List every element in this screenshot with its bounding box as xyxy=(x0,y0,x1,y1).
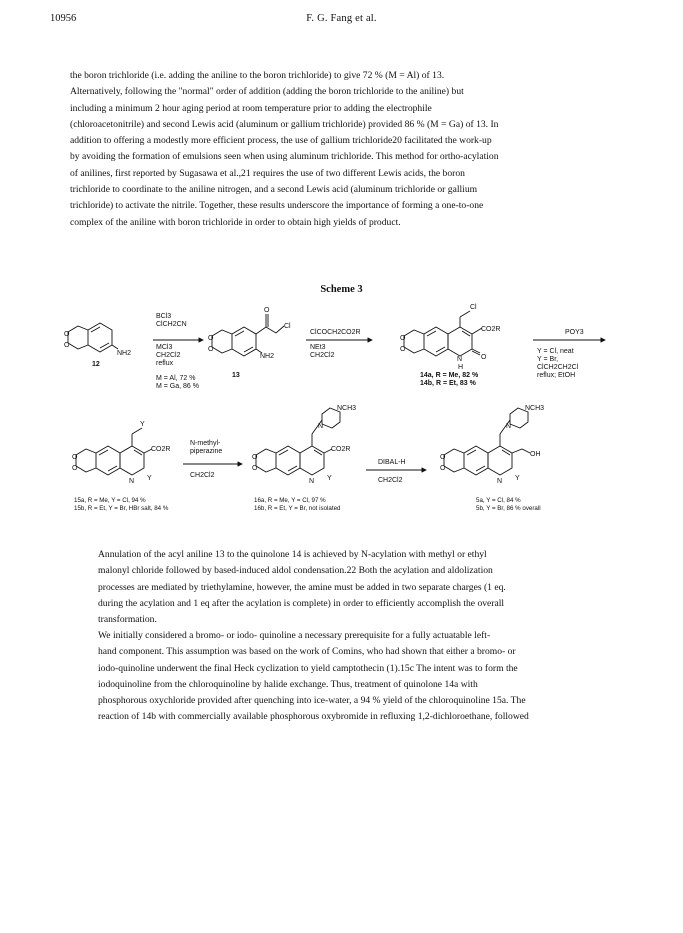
atom-y: Y xyxy=(147,475,152,482)
reagent: DIBAL-H xyxy=(378,459,406,466)
reagent: N-methyl- xyxy=(190,440,221,447)
compound-label: 12 xyxy=(92,361,100,368)
atom-co2r: CO2R xyxy=(331,446,351,453)
text-line: iodoquinoline from the chloroquinoline by halide exchange. Thus, treatment of quinolone 14a with xyxy=(98,678,478,690)
text-line: malonyl chloride followed by based-induced aldol condensation.22 Both the acylation and aldolization xyxy=(98,565,493,577)
atom-n: N xyxy=(129,478,135,485)
reagent: POY3 xyxy=(565,329,584,336)
reagent: Y = Br, xyxy=(537,356,559,363)
text-line: transformation. xyxy=(98,614,157,626)
atom-h: H xyxy=(458,364,464,371)
text-line: complex of the aniline with boron trichloride in order to obtain high yields of product. xyxy=(70,216,401,228)
reagent: ClCOCH2CO2R xyxy=(310,329,361,336)
text-line: phosphorous oxychloride provided after quenching into ice-water, a 94 % yield of the chloroquinoline 15a. The xyxy=(98,695,526,707)
atom-o: O xyxy=(208,335,214,342)
atom-o: O xyxy=(208,346,214,353)
paragraph-3 xyxy=(70,628,630,726)
compound-label: 14a, R = Me, 82 % xyxy=(420,372,479,379)
scheme-title: Scheme 3 xyxy=(320,284,363,295)
atom-cl: Cl xyxy=(284,323,291,330)
text-line: trichloride to coordinate to the aniline nitrogen, and a second Lewis acid (aluminum trichloride or gallium xyxy=(70,184,478,196)
atom-o: O xyxy=(400,335,406,342)
reagent: CH2Cl2 xyxy=(378,477,403,484)
reagent: ClCH2CH2Cl xyxy=(537,364,579,371)
compound-12-structure xyxy=(68,323,118,352)
atom-oh: OH xyxy=(530,451,541,458)
reagent: reflux; EtOH xyxy=(537,372,576,379)
text-line: addition to offering a modestly more efficient process, the use of gallium trichloride20 facilitated the work-up xyxy=(70,135,492,147)
atom-o: O xyxy=(481,354,487,361)
compound-label: 15b, R = Et, Y = Br, HBr salt, 84 % xyxy=(74,505,169,512)
compound-label: 16a, R = Me, Y = Cl, 97 % xyxy=(254,497,326,504)
text-line: hand component. This assumption was based on the work of Comins, who had shown that either a bromo- or xyxy=(98,646,516,658)
atom-o: O xyxy=(72,454,78,461)
reagent: Y = Cl, neat xyxy=(537,348,574,355)
compound-label: 15a, R = Me, Y = Cl, 94 % xyxy=(74,497,146,504)
text-line: processes are mediated by triethylamine, however, the amine must be added in two separate charges (1 eq. xyxy=(98,581,506,593)
text-line: including a minimum 2 hour aging period at room temperature prior to adding the electrophile xyxy=(70,102,432,114)
compound-13-structure xyxy=(212,314,284,356)
atom-n: N xyxy=(497,478,503,485)
atom-cl: Cl xyxy=(470,304,477,311)
compound-label: 16b, R = Et, Y = Br, not isolated xyxy=(254,505,341,512)
atom-y: Y xyxy=(327,475,332,482)
reagent: piperazine xyxy=(190,448,223,455)
atom-n: N xyxy=(318,423,324,430)
text-line: Alternatively, following the "normal" order of addition (adding the boron trichloride to the aniline) but xyxy=(70,86,464,98)
text-line: (chloroacetonitrile) and second Lewis acid (aluminum or gallium trichloride) provided 86 % (M = Ga) of 13. In xyxy=(70,118,499,130)
page-number: 10956 xyxy=(50,13,77,24)
atom-o: O xyxy=(72,465,78,472)
yield: M = Al, 72 % xyxy=(156,375,196,382)
reagent: MCl3 xyxy=(156,344,173,351)
atom-o: O xyxy=(400,346,406,353)
text-line: iodo-quinoline underwent the final Heck cyclization to yield camptothecin (1).15c The intent was to form the xyxy=(98,662,518,674)
atom-o: O xyxy=(64,331,70,338)
compound-14-structure xyxy=(404,311,482,356)
compound-label: 5a, Y = Cl, 84 % xyxy=(476,497,521,504)
yield: M = Ga, 86 % xyxy=(156,383,199,390)
compound-label: 14b, R = Et, 83 % xyxy=(420,380,476,387)
reagent: CH2Cl2 xyxy=(310,352,335,359)
atom-o: O xyxy=(252,465,258,472)
text-line: during the acylation and 1 eq after the acylation is complete) in order to efficiently accomplish the overall xyxy=(98,597,505,609)
compound-15-structure xyxy=(76,428,152,475)
compound-label: 13 xyxy=(232,372,240,379)
atom-nh2: NH2 xyxy=(117,350,132,357)
reagent: BCl3 xyxy=(156,313,172,320)
atom-o: O xyxy=(440,454,446,461)
compound-5-structure xyxy=(444,408,530,475)
text-line: of anilines, first reported by Sugasawa et al.,21 requires the use of two different Lewis acids, the boron xyxy=(70,167,465,179)
atom-o: O xyxy=(252,454,258,461)
paragraph-2 xyxy=(70,547,630,628)
text-line: reaction of 14b with commercially available phosphorous oxybromide in refluxing 1,2-dichloroethane, followed xyxy=(98,711,529,723)
atom-n: N xyxy=(457,356,463,363)
reagent: reflux xyxy=(156,360,174,367)
reagent: CH2Cl2 xyxy=(156,352,181,359)
text-line: trichloride) to activate the nitrile. Together, these results underscore the importance of forming a one-to-one xyxy=(70,200,484,212)
atom-nch3: NCH3 xyxy=(525,405,545,412)
compound-label: 5b, Y = Br, 86 % overall xyxy=(476,505,541,512)
atom-o: O xyxy=(440,465,446,472)
text-line: We initially considered a bromo- or iodo- quinoline a necessary prerequisite for a fully actuatable left- xyxy=(98,630,491,641)
atom-y: Y xyxy=(515,475,520,482)
atom-y: Y xyxy=(140,421,145,428)
atom-co2r: CO2R xyxy=(151,446,171,453)
atom-o: O xyxy=(264,307,270,314)
text-line: Annulation of the acyl aniline 13 to the quinolone 14 is achieved by N-acylation with methyl or ethyl xyxy=(98,549,487,560)
text-line: by avoiding the formation of emulsions seen when using aluminum trichloride. This method for ortho-acylation xyxy=(70,151,499,163)
atom-nh2: NH2 xyxy=(260,353,275,360)
compound-16-structure xyxy=(256,408,340,475)
running-head: F. G. Fang et al. xyxy=(306,13,377,24)
atom-n: N xyxy=(506,423,512,430)
atom-co2r: CO2R xyxy=(481,326,501,333)
text-line: the boron trichloride (i.e. adding the aniline to the boron trichloride) to give 72 % (M = Al) of 13. xyxy=(70,70,445,81)
atom-n: N xyxy=(309,478,315,485)
atom-nch3: NCH3 xyxy=(337,405,357,412)
reagent: ClCH2CN xyxy=(156,321,187,328)
atom-o: O xyxy=(64,342,70,349)
reagent: CH2Cl2 xyxy=(190,472,215,479)
reagent: NEt3 xyxy=(310,344,326,351)
